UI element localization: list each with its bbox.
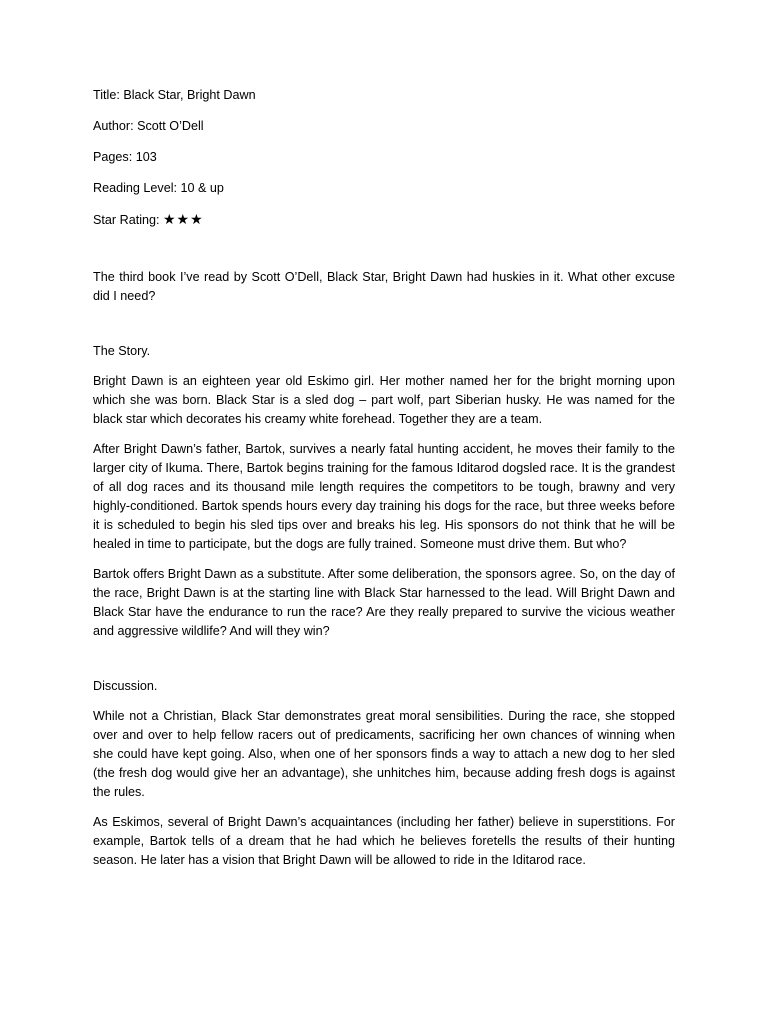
- book-pages: Pages: 103: [93, 150, 157, 164]
- story-heading: The Story.: [93, 344, 151, 358]
- book-title: Title: Black Star, Bright Dawn: [93, 88, 256, 102]
- star-rating: [93, 210, 675, 230]
- discussion-paragraph: While not a Christian, Black Star demonstrates great moral sensibilities. During the race, she stopped over and over to help fellow racers out of predicaments, sacrificing her own chances of winning when she could have kept going. Also, when one of her sponsors finds a way to attach a new dog to her sled (the fresh dog would give her an advantage), she unhitches him, because adding fresh dogs is against the rules.: [93, 709, 675, 799]
- reading-level: Reading Level: 10 & up: [93, 181, 224, 195]
- story-paragraph: After Bright Dawn’s father, Bartok, survives a nearly fatal hunting accident, he moves their family to the larger city of Ikuma. There, Bartok begins training for the famous Iditarod dogsled race. It is the grandest of all dog races and its thousand mile length requires the competitors to be tough, brawny and very highly-conditioned. Bartok spends hours every day training his dogs for the race, but three weeks before it is scheduled to begin his sled tips over and breaks his leg. His sponsors do not think that he will be healed in time to participate, but the dogs are fully trained. Someone must drive them. But who?: [93, 442, 675, 551]
- document-body: [93, 86, 675, 881]
- discussion-paragraph: As Eskimos, several of Bright Dawn’s acquaintances (including her father) believe in superstitions. For example, Bartok tells of a dream that he had which he believes foretells the results of their hunting season. He later has a vision that Bright Dawn will be allowed to ride in the Iditarod race.: [93, 815, 675, 867]
- book-author: Author: Scott O’Dell: [93, 119, 204, 133]
- intro-paragraph: The third book I’ve read by Scott O’Dell, Black Star, Bright Dawn had huskies in it. What other excuse did I need?: [93, 270, 675, 303]
- discussion-heading: Discussion.: [93, 679, 158, 693]
- story-paragraph: Bright Dawn is an eighteen year old Eskimo girl. Her mother named her for the bright morning upon which she was born. Black Star is a sled dog – part wolf, part Siberian husky. He was named for the black star which decorates his creamy white forehead. Together they are a team.: [93, 374, 675, 426]
- star-rating-stars: ★★★: [163, 211, 204, 227]
- star-rating-label: Star Rating:: [93, 213, 163, 227]
- story-paragraph: Bartok offers Bright Dawn as a substitute. After some deliberation, the sponsors agree. So, on the day of the race, Bright Dawn is at the starting line with Black Star harnessed to the lead. Will Bright Dawn and Black Star have the endurance to run the race? Are they really prepared to survive the vicious weather and aggressive wildlife? And will they win?: [93, 567, 675, 638]
